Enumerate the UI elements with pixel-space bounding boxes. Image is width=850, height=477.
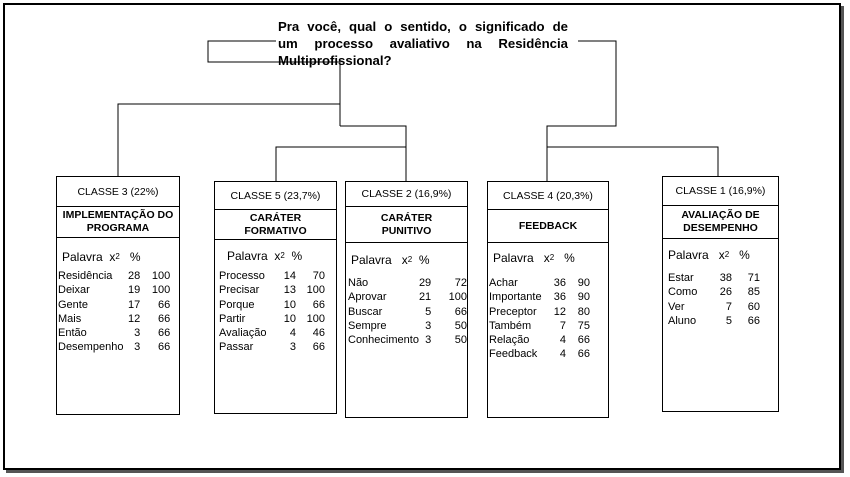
class-3-title xyxy=(57,207,179,238)
table-row xyxy=(219,312,325,326)
chi-value: 4 xyxy=(559,334,566,347)
pct-value: 90 xyxy=(577,277,590,289)
table-row xyxy=(348,305,467,319)
chi-value: 10 xyxy=(283,298,296,311)
class-3-table xyxy=(58,269,170,355)
word: Aluno xyxy=(668,314,697,327)
class-5-box xyxy=(214,181,337,414)
table-row xyxy=(668,300,760,314)
pct-value: 60 xyxy=(747,300,760,313)
table-row xyxy=(668,314,760,328)
chi-value: 4 xyxy=(289,327,296,340)
pct-value: 66 xyxy=(312,341,325,354)
class-3-title-line-1: IMPLEMENTAÇÃO DO xyxy=(62,209,174,221)
word: Também xyxy=(489,319,532,332)
chi-value: 36 xyxy=(553,277,566,289)
word: Feedback xyxy=(489,348,538,361)
link-5-2 xyxy=(276,126,406,181)
table-row xyxy=(489,276,590,290)
col-chi-sup: 2 xyxy=(407,255,413,264)
class-3-column-headers xyxy=(62,250,141,264)
chi-value: 17 xyxy=(128,298,141,311)
word: Precisar xyxy=(219,284,260,297)
class-4-title xyxy=(488,210,608,243)
pct-value: 100 xyxy=(448,291,467,304)
col-chi: x xyxy=(718,248,725,262)
class-1-box xyxy=(662,176,779,412)
class-4-title-line-1: FEEDBACK xyxy=(518,219,578,232)
class-4-header: CLASSE 4 (20,3%) xyxy=(488,182,608,210)
class-1-title-line-1: AVALIAÇÃO DE xyxy=(681,209,760,221)
col-chi-sup: 2 xyxy=(280,251,285,260)
pct-value: 66 xyxy=(577,334,590,347)
word: Residência xyxy=(58,270,113,282)
table-row xyxy=(348,276,467,290)
pct-value: 50 xyxy=(454,319,467,332)
table-row xyxy=(489,347,590,361)
class-5-title xyxy=(215,210,336,240)
table-row xyxy=(348,290,467,304)
class-1-table xyxy=(668,271,760,328)
table-row xyxy=(668,285,760,299)
class-2-header: CLASSE 2 (16,9%) xyxy=(346,182,467,207)
chi-value: 28 xyxy=(128,270,141,282)
pct-value: 46 xyxy=(312,327,325,340)
table-row xyxy=(489,319,590,333)
word: Relação xyxy=(489,334,530,347)
col-word: Palavra xyxy=(351,253,392,267)
word: Estar xyxy=(668,272,694,284)
pct-value: 100 xyxy=(306,312,325,325)
pct-value: 66 xyxy=(312,298,325,311)
table-row xyxy=(219,283,325,297)
table-row xyxy=(489,305,590,319)
link-left-split xyxy=(118,62,340,176)
chi-value: 3 xyxy=(425,334,432,347)
word: Gente xyxy=(58,298,88,311)
table-row xyxy=(348,333,467,347)
chi-value: 36 xyxy=(553,291,566,304)
word: Buscar xyxy=(348,305,383,318)
chi-value: 26 xyxy=(719,286,732,299)
pct-value: 72 xyxy=(454,277,467,289)
chi-value: 13 xyxy=(283,284,296,297)
research-question xyxy=(278,18,568,69)
link-root-right xyxy=(547,41,718,176)
word: Avaliação xyxy=(219,327,267,340)
table-row xyxy=(489,290,590,304)
word: Deixar xyxy=(58,284,90,297)
table-row xyxy=(348,319,467,333)
chi-value: 10 xyxy=(283,312,296,325)
chi-value: 3 xyxy=(289,341,296,354)
table-row xyxy=(58,326,170,340)
pct-value: 50 xyxy=(454,334,467,347)
class-4-column-headers xyxy=(493,251,575,265)
chi-value: 14 xyxy=(283,270,296,282)
pct-value: 66 xyxy=(158,312,171,325)
pct-value: 80 xyxy=(577,305,590,318)
table-row xyxy=(219,326,325,340)
col-chi-sup: 2 xyxy=(724,250,730,259)
col-pct: % xyxy=(129,250,141,264)
table-row xyxy=(219,340,325,354)
pct-value: 75 xyxy=(577,319,590,332)
class-1-title xyxy=(663,206,778,239)
class-5-header: CLASSE 5 (23,7%) xyxy=(215,182,336,210)
chi-value: 19 xyxy=(128,284,141,297)
col-word: Palavra xyxy=(62,250,103,264)
class-3-box xyxy=(56,176,180,415)
chi-value: 7 xyxy=(725,300,732,313)
class-5-column-headers xyxy=(227,249,302,263)
col-pct: % xyxy=(418,253,430,267)
table-row xyxy=(219,269,325,283)
class-4-box xyxy=(487,181,609,418)
word: Achar xyxy=(489,277,518,289)
chi-value: 5 xyxy=(425,305,432,318)
table-row xyxy=(58,298,170,312)
class-2-title xyxy=(346,207,467,243)
question-line-3: Multiprofissional? xyxy=(278,53,392,68)
pct-value: 71 xyxy=(747,272,760,284)
table-row xyxy=(668,271,760,285)
chi-value: 5 xyxy=(725,314,732,327)
pct-value: 66 xyxy=(577,348,590,361)
pct-value: 66 xyxy=(747,314,760,327)
col-chi-sup: 2 xyxy=(549,253,555,262)
word: Porque xyxy=(219,298,255,311)
word: Importante xyxy=(489,291,542,304)
class-4-table xyxy=(489,276,590,362)
table-row xyxy=(58,269,170,283)
table-row xyxy=(58,312,170,326)
pct-value: 70 xyxy=(312,270,325,282)
table-row xyxy=(58,340,170,354)
word: Passar xyxy=(219,341,254,354)
pct-value: 66 xyxy=(158,327,171,340)
chi-value: 7 xyxy=(559,319,566,332)
word: Conhecimento xyxy=(348,334,419,347)
pct-value: 66 xyxy=(454,305,467,318)
col-chi: x xyxy=(543,251,550,265)
class-3-header: CLASSE 3 (22%) xyxy=(57,177,179,207)
chi-value: 12 xyxy=(553,305,566,318)
chi-value: 29 xyxy=(418,277,432,289)
col-chi: x xyxy=(401,253,408,267)
question-line-1: Pra você, qual o sentido, o significado de xyxy=(278,19,568,34)
col-chi: x xyxy=(274,249,281,263)
class-2-title-line-1: CARÁTER xyxy=(380,211,433,224)
word: Não xyxy=(348,277,369,289)
word: Mais xyxy=(58,312,82,325)
chi-value: 3 xyxy=(134,327,141,340)
class-5-title-line-1: CARÁTER xyxy=(249,211,302,224)
class-1-header: CLASSE 1 (16,9%) xyxy=(663,177,778,206)
pct-value: 85 xyxy=(747,286,760,299)
pct-value: 100 xyxy=(151,270,171,282)
chi-value: 3 xyxy=(134,341,141,354)
class-2-column-headers xyxy=(351,253,430,267)
word: Partir xyxy=(219,312,246,325)
col-chi: x xyxy=(109,250,116,264)
word: Sempre xyxy=(348,319,387,332)
table-row xyxy=(58,283,170,297)
word: Preceptor xyxy=(489,305,537,318)
word: Aprovar xyxy=(348,291,387,304)
col-word: Palavra xyxy=(493,251,534,265)
class-1-column-headers xyxy=(668,248,750,262)
word: Como xyxy=(668,286,698,299)
word: Então xyxy=(58,327,87,340)
pct-value: 100 xyxy=(151,284,171,297)
table-row xyxy=(219,298,325,312)
word: Desempenho xyxy=(58,341,124,354)
class-2-title-line-2: PUNITIVO xyxy=(381,224,432,237)
pct-value: 90 xyxy=(577,291,590,304)
pct-value: 100 xyxy=(306,284,325,297)
class-2-box xyxy=(345,181,468,418)
chi-value: 38 xyxy=(719,272,732,284)
chi-value: 4 xyxy=(559,348,566,361)
class-5-title-line-2: FORMATIVO xyxy=(244,224,307,237)
class-2-table xyxy=(348,276,467,347)
chi-value: 21 xyxy=(418,291,432,304)
col-pct: % xyxy=(291,249,303,263)
class-3-title-line-2: PROGRAMA xyxy=(86,222,150,234)
chi-value: 12 xyxy=(128,312,141,325)
col-chi-sup: 2 xyxy=(115,252,120,261)
col-word: Palavra xyxy=(668,248,709,262)
word: Processo xyxy=(219,270,265,282)
class-1-title-line-2: DESEMPENHO xyxy=(683,222,758,234)
pct-value: 66 xyxy=(158,341,171,354)
class-5-table xyxy=(219,269,325,355)
question-line-2: um processo avaliativo na Residência xyxy=(278,36,568,51)
table-row xyxy=(489,333,590,347)
chi-value: 3 xyxy=(425,319,432,332)
pct-value: 66 xyxy=(158,298,171,311)
word: Ver xyxy=(668,300,685,313)
col-pct: % xyxy=(564,251,575,265)
col-pct: % xyxy=(739,248,750,262)
col-word: Palavra xyxy=(227,249,268,263)
